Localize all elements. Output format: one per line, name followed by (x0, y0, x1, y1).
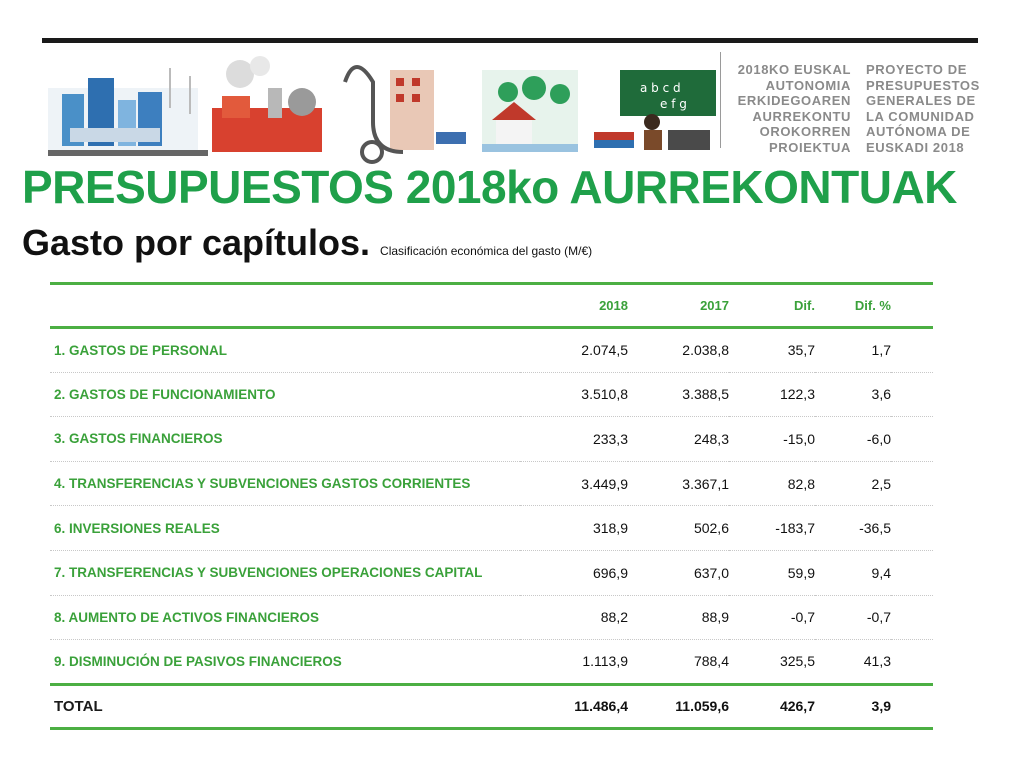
value-2017: 502,6 (693, 520, 729, 537)
value-2018: 233,3 (592, 430, 628, 447)
value-2017: 2.038,8 (682, 342, 729, 359)
project-caption-basque: 2018KO EUSKAL AUTONOMIA ERKIDEGOAREN AURREKONTU OROKORREN PROIEKTUA (737, 62, 851, 155)
row-spacer (891, 640, 933, 685)
row-label: 9. DISMINUCIÓN DE PASIVOS FINANCIEROS (54, 653, 342, 669)
caption-divider (720, 52, 721, 148)
table-row (50, 372, 933, 417)
row-label: 2. GASTOS DE FUNCIONAMIENTO (54, 386, 276, 402)
value-dif-pct: 9,4 (871, 564, 891, 581)
table-row (50, 417, 933, 462)
total-2018: 11.486,4 (574, 698, 628, 715)
value-2017: 3.367,1 (682, 475, 729, 492)
table-row (50, 461, 933, 506)
total-row (50, 684, 933, 728)
column-header-dif-pct: Dif. % (854, 298, 891, 313)
total-dif: 426,7 (779, 698, 815, 715)
value-2018: 88,2 (600, 609, 628, 626)
table-row (50, 640, 933, 685)
value-2017: 637,0 (693, 564, 729, 581)
total-dif-pct: 3,9 (871, 698, 891, 715)
budget-table (50, 282, 933, 730)
column-header-label (50, 284, 520, 328)
value-dif-pct: -36,5 (859, 520, 891, 537)
value-dif-pct: -6,0 (866, 430, 891, 447)
total-label: TOTAL (54, 697, 103, 715)
value-dif: 325,5 (779, 653, 815, 670)
banner-illustration-icon (40, 48, 720, 164)
table-header-row (50, 284, 933, 328)
subtitle (22, 222, 592, 264)
page-title: PRESUPUESTOS 2018ko AURREKONTUAK (22, 161, 957, 213)
svg-text:a b c d: a b c d (640, 81, 681, 95)
table-row (50, 506, 933, 551)
value-2018: 318,9 (592, 520, 628, 537)
column-header-dif: Dif. (794, 298, 815, 313)
value-dif: 82,8 (787, 475, 815, 492)
column-header-2017: 2017 (700, 298, 729, 313)
row-spacer (891, 684, 933, 728)
value-dif: 35,7 (787, 342, 815, 359)
value-dif-pct: 2,5 (871, 475, 891, 492)
value-2017: 88,9 (701, 609, 729, 626)
svg-text:e f g: e f g (660, 97, 687, 111)
value-dif-pct: 3,6 (871, 386, 891, 403)
total-2017: 11.059,6 (675, 698, 729, 715)
value-dif-pct: -0,7 (866, 609, 891, 626)
column-header-2018: 2018 (599, 298, 628, 313)
value-2018: 696,9 (592, 564, 628, 581)
value-dif-pct: 41,3 (863, 653, 891, 670)
value-dif: -183,7 (775, 520, 815, 537)
value-dif: 59,9 (787, 564, 815, 581)
row-label: 7. TRANSFERENCIAS Y SUBVENCIONES OPERACIONES CAPITAL (54, 565, 483, 581)
row-spacer (891, 328, 933, 373)
row-spacer (891, 372, 933, 417)
row-label: 8. AUMENTO DE ACTIVOS FINANCIEROS (54, 609, 320, 625)
subtitle-main: Gasto por capítulos. (22, 222, 371, 263)
value-2017: 3.388,5 (682, 386, 729, 403)
row-spacer (891, 550, 933, 595)
value-2017: 788,4 (693, 653, 729, 670)
table-row (50, 595, 933, 640)
row-label: 1. GASTOS DE PERSONAL (54, 342, 228, 358)
row-spacer (891, 595, 933, 640)
value-dif: -0,7 (790, 609, 815, 626)
table-row (50, 550, 933, 595)
row-spacer (891, 417, 933, 462)
value-2017: 248,3 (693, 430, 729, 447)
column-spacer (891, 284, 933, 328)
value-2018: 3.510,8 (581, 386, 628, 403)
table-row (50, 328, 933, 373)
value-dif-pct: 1,7 (871, 342, 891, 359)
value-dif: 122,3 (779, 386, 815, 403)
project-caption-spanish: PROYECTO DE PRESUPUESTOS GENERALES DE LA COMUNIDAD AUTÓNOMA DE EUSKADI 2018 (866, 62, 980, 155)
value-2018: 1.113,9 (582, 653, 628, 670)
row-label: 4. TRANSFERENCIAS Y SUBVENCIONES GASTOS CORRIENTES (54, 476, 471, 492)
row-spacer (891, 461, 933, 506)
value-2018: 2.074,5 (581, 342, 628, 359)
value-dif: -15,0 (783, 430, 815, 447)
row-label: 6. INVERSIONES REALES (54, 520, 220, 536)
row-label: 3. GASTOS FINANCIEROS (54, 431, 223, 447)
subtitle-note: Clasificación económica del gasto (M/€) (380, 244, 593, 258)
row-spacer (891, 506, 933, 551)
value-2018: 3.449,9 (581, 475, 628, 492)
top-rule (42, 38, 978, 43)
